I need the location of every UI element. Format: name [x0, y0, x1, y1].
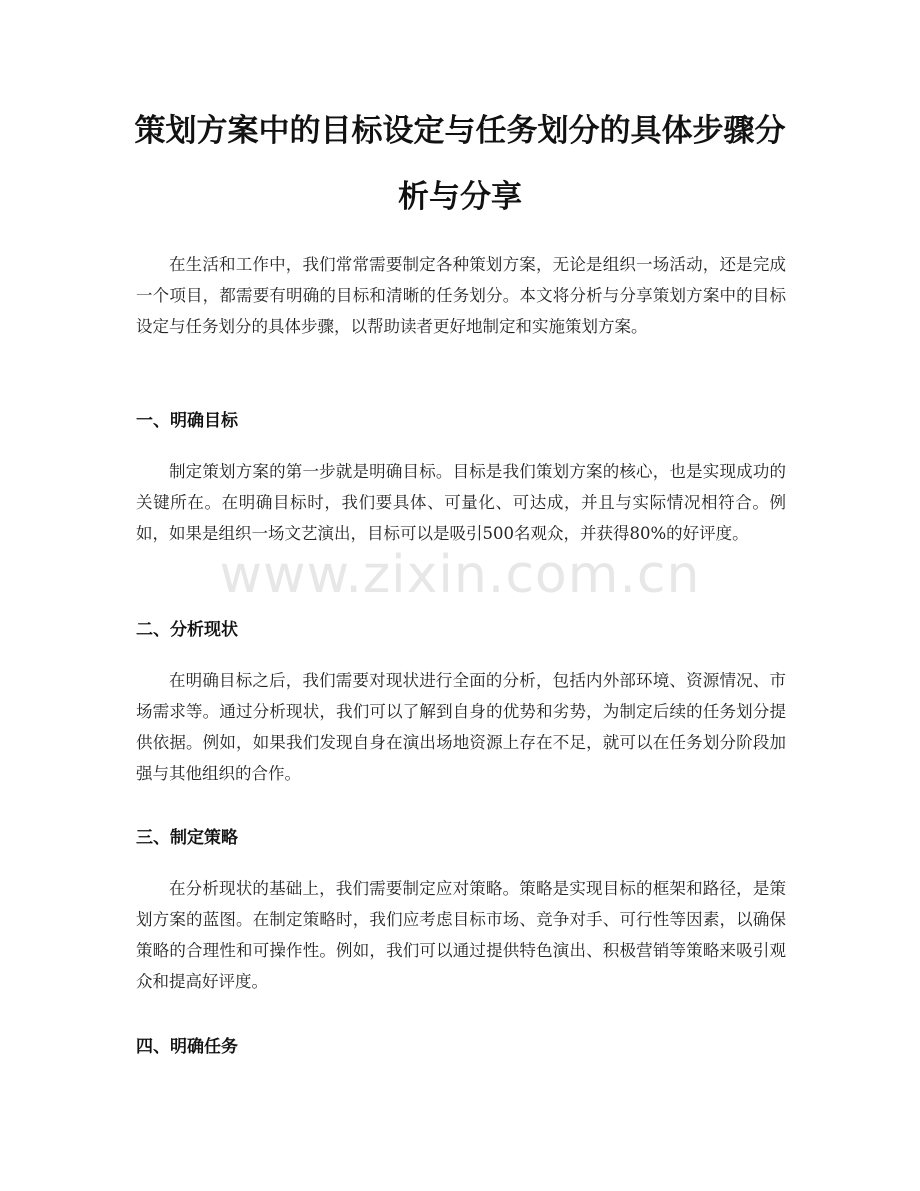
section-body-strategy: 在分析现状的基础上，我们需要制定应对策略。策略是实现目标的框架和路径，是策划方案的蓝图。在制定策略时，我们应考虑目标市场、竞争对手、可行性等因素，以确保策略的合理性和可操作性。例如，我们可以通过提供特色演出、积极营销等策略来吸引观众和提高好评度。	[136, 879, 786, 991]
section-heading-strategy: 三、制定策略	[136, 828, 238, 848]
section-heading-tasks: 四、明确任务	[136, 1037, 238, 1057]
section-body-goal: 制定策划方案的第一步就是明确目标。目标是我们策划方案的核心，也是实现成功的关键所在。在明确目标时，我们要具体、可量化、可达成，并且与实际情况相符合。例如，如果是组织一场文艺演出，目标可以是吸引500名观众，并获得80%的好评度。	[136, 462, 786, 543]
section-heading-goal: 一、明确目标	[136, 411, 238, 431]
section-heading-analysis: 二、分析现状	[136, 620, 238, 640]
document-title: 策划方案中的目标设定与任务划分的具体步骤分析与分享	[134, 113, 786, 215]
site-watermark: www.zixin.com.cn	[219, 545, 701, 605]
intro-paragraph: 在生活和工作中，我们常常需要制定各种策划方案，无论是组织一场活动，还是完成一个项目，都需要有明确的目标和清晰的任务划分。本文将分析与分享策划方案中的目标设定与任务划分的具体步骤，以帮助读者更好地制定和实施策划方案。	[136, 255, 786, 336]
section-body-analysis: 在明确目标之后，我们需要对现状进行全面的分析，包括内外部环境、资源情况、市场需求等。通过分析现状，我们可以了解到自身的优势和劣势，为制定后续的任务划分提供依据。例如，如果我们发现自身在演出场地资源上存在不足，就可以在任务划分阶段加强与其他组织的合作。	[136, 671, 786, 783]
